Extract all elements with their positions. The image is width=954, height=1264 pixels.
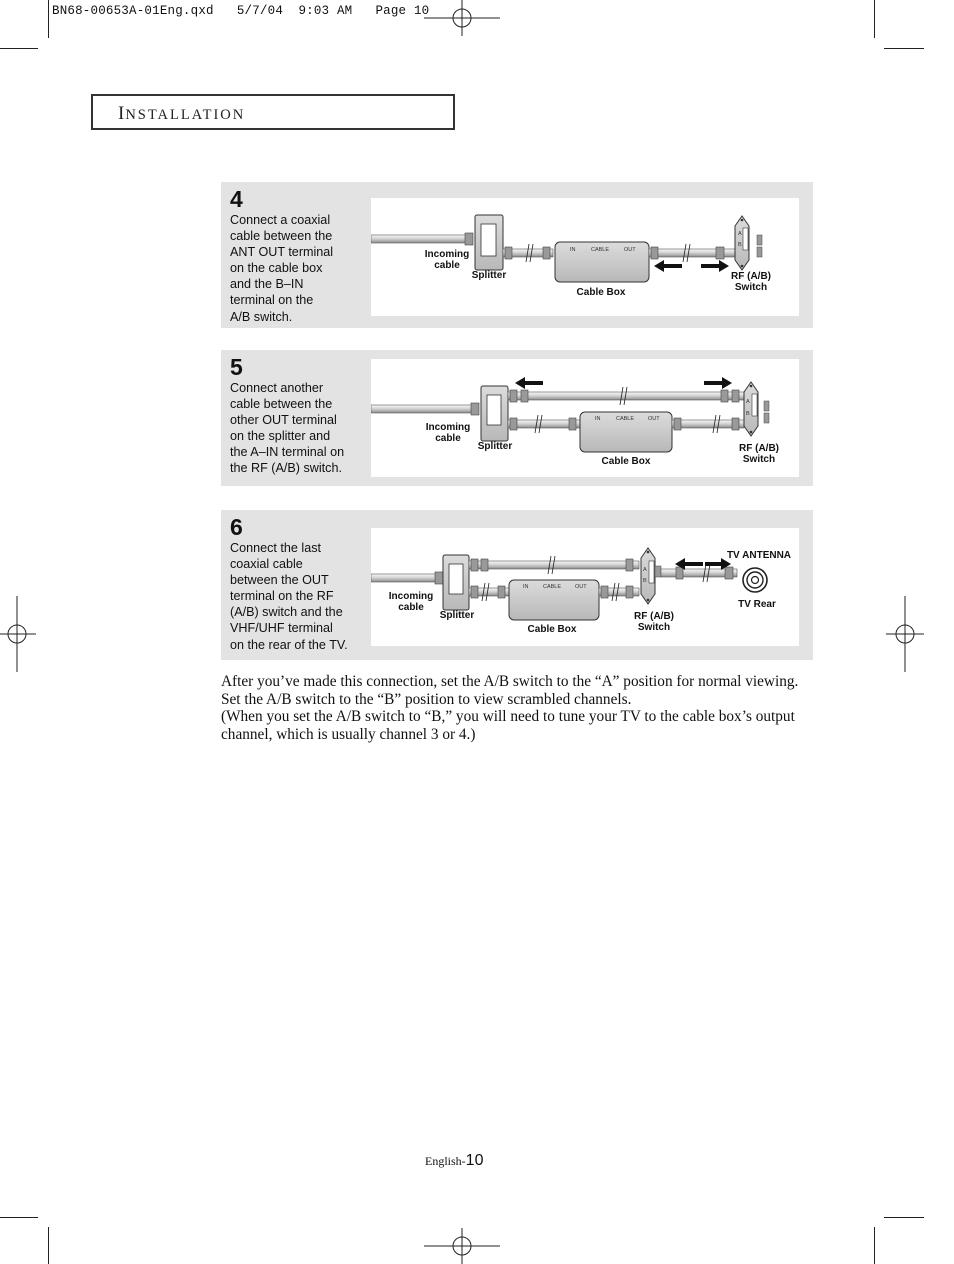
step-6-diagram [371,528,799,646]
tv-rear-label: TV Rear [738,599,776,610]
body-text [221,673,813,743]
step-5-panel [221,350,813,486]
crop-mark [884,1217,924,1218]
svg-text:CABLE: CABLE [543,584,562,590]
step-4-diagram [371,198,799,316]
rf-switch-label: RF (A/B) [731,271,771,282]
step-instructions: Connect another cable between the other OUT terminal on the splitter and the A–IN terminal on the RF (A/B) switch. [230,381,345,476]
tv-antenna-label: TV ANTENNA [726,550,792,561]
section-title: INSTALLATION [118,103,246,124]
svg-text:cable: cable [398,602,424,613]
cable-box-label: Cable Box [601,456,651,467]
crop-mark [0,1217,38,1218]
incoming-cable-label: Incoming [424,249,470,260]
svg-text:Switch: Switch [637,622,671,633]
cable-box-label: Cable Box [527,624,577,635]
arrow-right-icon [704,377,732,389]
registration-mark-left [0,596,38,672]
crop-mark [0,48,38,49]
splitter-icon [481,386,508,441]
crop-mark [48,1227,49,1264]
rf-switch-label: RF (A/B) [739,443,779,454]
rf-switch-label: RF (A/B) [634,611,674,622]
tv-antenna-jack-icon [743,568,767,592]
cable-box-label: Cable Box [576,287,626,298]
svg-text:IN: IN [595,416,601,422]
printer-slug: BN68-00653A-01Eng.qxd 5/7/04 9:03 AM Page 10 [52,4,430,18]
rf-switch-icon [744,382,769,436]
arrow-left-icon [515,377,543,389]
svg-text:B: B [738,242,742,248]
svg-text:A: A [738,231,742,237]
svg-text:B: B [643,578,647,584]
svg-text:Switch: Switch [742,454,776,465]
incoming-cable-label: Incoming [388,591,434,602]
crop-mark [874,0,875,38]
step-instructions: Connect a coaxial cable between the ANT OUT terminal on the cable box and the B–IN terminal on the A/B switch. [230,213,334,324]
splitter-icon [443,555,469,610]
svg-text:A: A [643,567,647,573]
body-paragraph: (When you set the A/B switch to “B,” you will need to tune your TV to the cable box’s output channel, which is usually channel 3 or 4.) [221,708,795,743]
svg-text:CABLE: CABLE [591,247,610,253]
arrow-left-icon [654,260,682,272]
cable-box-icon [509,580,599,620]
step-number: 4 [230,186,243,212]
cable-box-icon [580,412,672,452]
crop-mark [874,1227,875,1264]
registration-mark-bottom [424,1226,500,1264]
svg-text:OUT: OUT [575,584,587,590]
svg-text:B: B [746,411,750,417]
registration-mark-right [884,596,924,672]
svg-text:IN: IN [523,584,529,590]
page-number: 10 [465,1152,484,1169]
step-4-panel [221,182,813,328]
splitter-label: Splitter [439,610,475,621]
page-footer: English-10 [425,1152,484,1169]
step-number: 5 [230,354,243,380]
registration-mark-top [424,0,500,38]
step-5-diagram [371,359,799,477]
step-6-panel [221,510,813,660]
svg-text:cable: cable [435,433,461,444]
step-number: 6 [230,514,243,540]
svg-text:A: A [746,399,750,405]
crop-mark [48,0,49,38]
splitter-icon [475,215,503,270]
svg-text:OUT: OUT [648,416,660,422]
arrow-right-icon [701,260,729,272]
body-paragraph: After you’ve made this connection, set the A/B switch to the “A” position for normal viewing. Set the A/B switch to the “B” position to view scrambled channels. [221,673,799,708]
svg-text:IN: IN [570,247,576,253]
crop-mark [884,48,924,49]
splitter-label: Splitter [477,441,513,452]
step-instructions: Connect the last coaxial cable between the OUT terminal on the RF (A/B) switch and the VHF/UHF terminal on the rear of the TV. [230,541,348,652]
splitter-label: Splitter [471,270,507,281]
cable-box-icon [555,242,649,282]
rf-switch-icon [735,216,762,270]
svg-text:OUT: OUT [624,247,636,253]
svg-text:CABLE: CABLE [616,416,635,422]
svg-text:Switch: Switch [734,282,768,293]
incoming-cable-label: Incoming [425,422,471,433]
svg-text:cable: cable [434,260,460,271]
rf-switch-icon [641,548,661,604]
